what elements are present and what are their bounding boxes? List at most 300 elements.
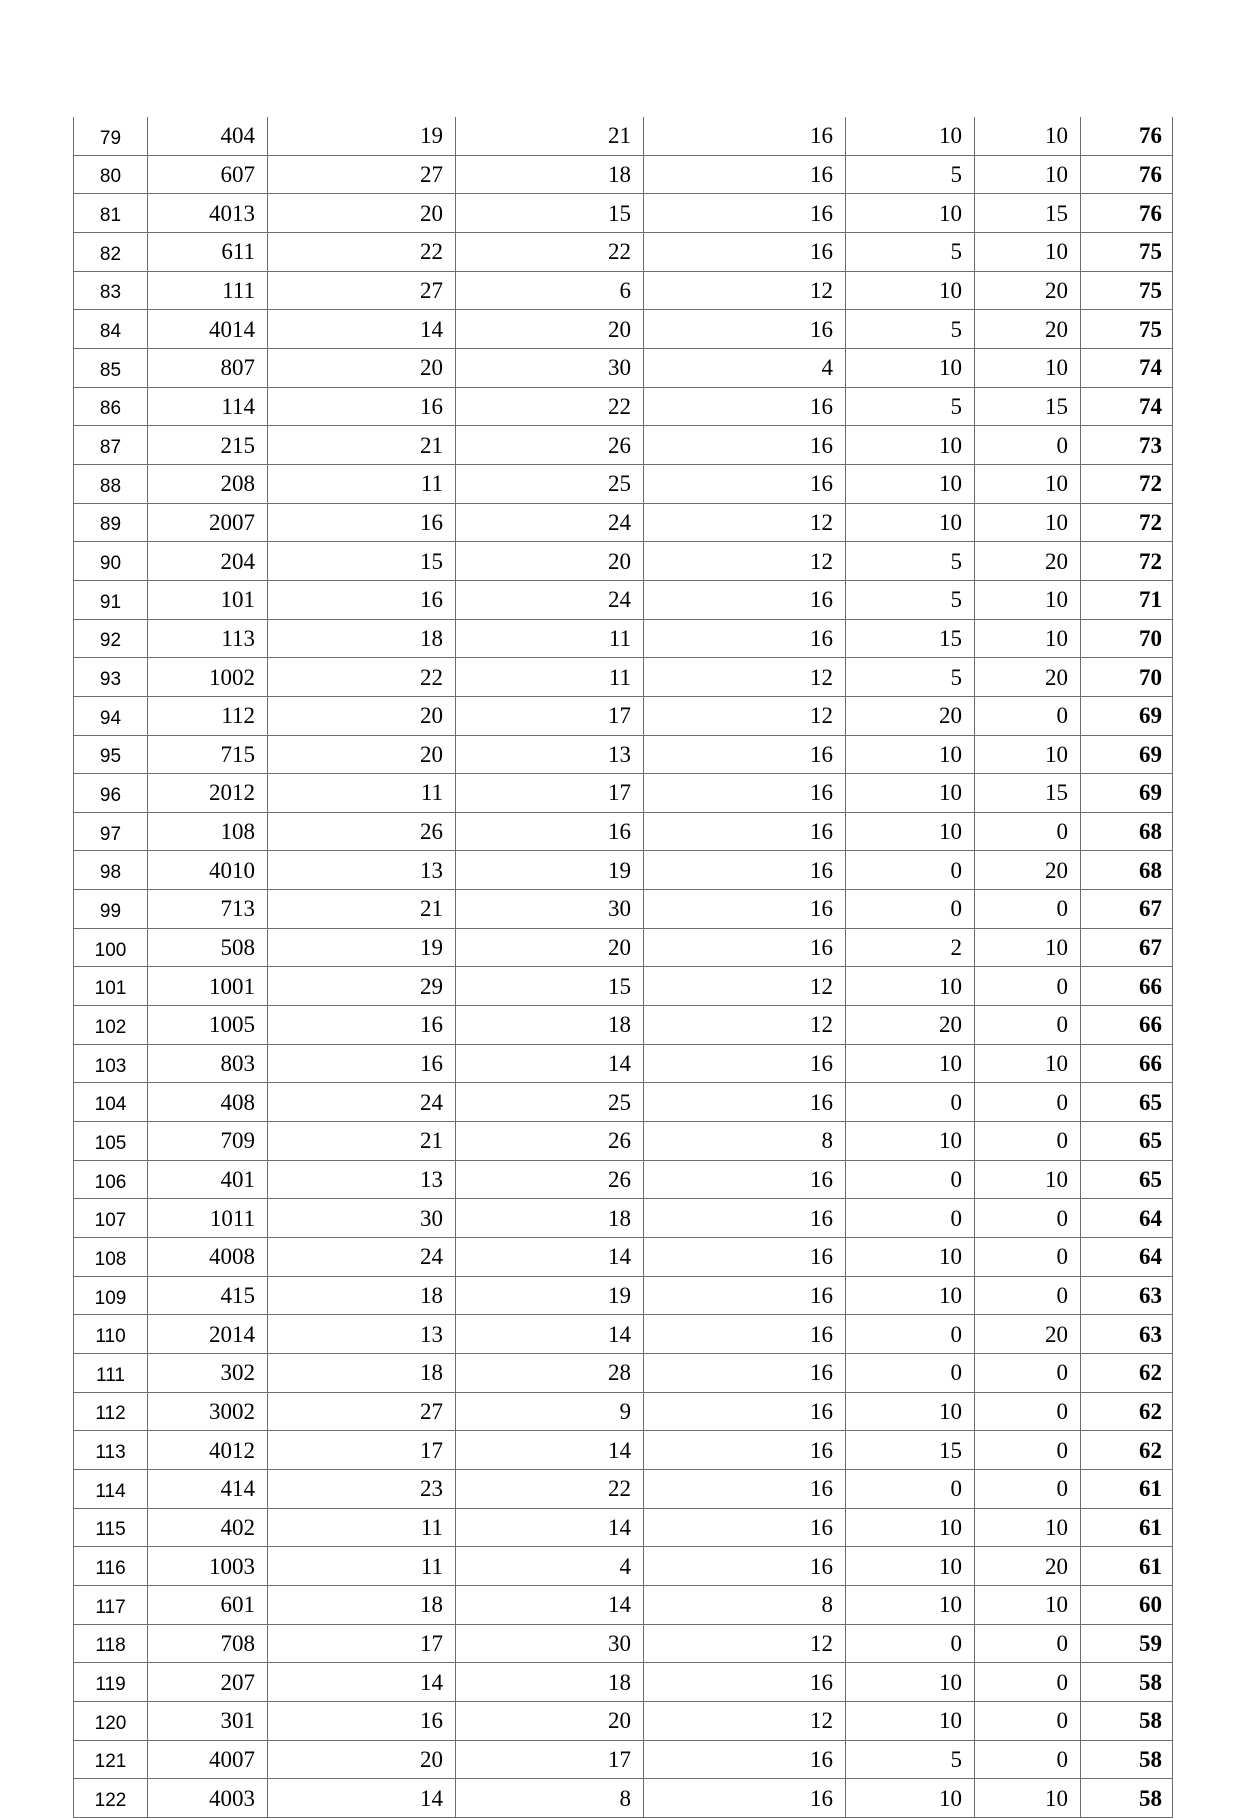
score-cell-3: 12 [644,696,846,735]
score-cell-5: 10 [975,619,1081,658]
rank-cell: 92 [74,619,148,658]
score-cell-1: 14 [268,1779,456,1818]
score-cell-3: 12 [644,1624,846,1663]
score-cell-3: 16 [644,1276,846,1315]
id-cell: 207 [148,1663,268,1702]
score-cell-5: 0 [975,1083,1081,1122]
score-cell-5: 20 [975,542,1081,581]
total-cell: 63 [1081,1315,1173,1354]
total-cell: 72 [1081,503,1173,542]
id-cell: 414 [148,1469,268,1508]
score-cell-5: 20 [975,1547,1081,1586]
score-cell-1: 22 [268,232,456,271]
score-cell-4: 10 [846,1663,975,1702]
score-cell-1: 30 [268,1199,456,1238]
score-cell-4: 0 [846,1469,975,1508]
total-cell: 67 [1081,890,1173,929]
score-cell-5: 0 [975,1469,1081,1508]
score-cell-3: 16 [644,1044,846,1083]
rank-cell: 103 [74,1044,148,1083]
score-cell-5: 20 [975,310,1081,349]
score-cell-1: 13 [268,1160,456,1199]
score-cell-5: 10 [975,117,1081,155]
id-cell: 2014 [148,1315,268,1354]
score-cell-5: 10 [975,232,1081,271]
rank-cell: 101 [74,967,148,1006]
score-cell-1: 18 [268,1585,456,1624]
score-cell-4: 10 [846,464,975,503]
total-cell: 68 [1081,851,1173,890]
id-cell: 113 [148,619,268,658]
score-cell-1: 20 [268,696,456,735]
id-cell: 402 [148,1508,268,1547]
table-row [74,1006,1173,1045]
score-cell-2: 18 [456,1006,644,1045]
id-cell: 404 [148,117,268,155]
score-cell-3: 16 [644,1431,846,1470]
total-cell: 75 [1081,271,1173,310]
score-cell-2: 8 [456,1779,644,1818]
total-cell: 76 [1081,155,1173,194]
table-row [74,542,1173,581]
score-cell-5: 15 [975,194,1081,233]
score-cell-2: 13 [456,735,644,774]
id-cell: 1003 [148,1547,268,1586]
score-cell-1: 19 [268,117,456,155]
table-row [74,503,1173,542]
total-cell: 61 [1081,1547,1173,1586]
score-cell-4: 5 [846,580,975,619]
score-cell-5: 0 [975,1624,1081,1663]
rank-cell: 79 [74,117,148,155]
id-cell: 607 [148,155,268,194]
score-cell-2: 16 [456,812,644,851]
total-cell: 64 [1081,1199,1173,1238]
score-cell-4: 0 [846,1160,975,1199]
score-cell-5: 0 [975,426,1081,465]
score-cell-3: 12 [644,503,846,542]
score-cell-2: 17 [456,774,644,813]
score-cell-2: 22 [456,387,644,426]
score-cell-3: 16 [644,232,846,271]
score-cell-5: 20 [975,658,1081,697]
score-cell-5: 0 [975,890,1081,929]
score-cell-5: 0 [975,1663,1081,1702]
score-cell-2: 21 [456,117,644,155]
total-cell: 69 [1081,774,1173,813]
rank-cell: 96 [74,774,148,813]
score-cell-3: 16 [644,580,846,619]
score-cell-2: 25 [456,1083,644,1122]
total-cell: 65 [1081,1083,1173,1122]
score-cell-1: 24 [268,1238,456,1277]
rank-cell: 118 [74,1624,148,1663]
score-cell-5: 10 [975,1508,1081,1547]
total-cell: 73 [1081,426,1173,465]
score-cell-1: 21 [268,890,456,929]
score-cell-2: 14 [456,1508,644,1547]
id-cell: 508 [148,928,268,967]
score-cell-2: 22 [456,232,644,271]
score-cell-4: 0 [846,1083,975,1122]
score-cell-1: 15 [268,542,456,581]
table-row [74,1663,1173,1702]
score-cell-4: 10 [846,1779,975,1818]
score-cell-3: 16 [644,1779,846,1818]
score-cell-3: 16 [644,774,846,813]
score-cell-2: 19 [456,1276,644,1315]
table-row [74,194,1173,233]
score-cell-3: 16 [644,1469,846,1508]
total-cell: 58 [1081,1740,1173,1779]
table-row [74,1779,1173,1818]
total-cell: 58 [1081,1701,1173,1740]
total-cell: 60 [1081,1585,1173,1624]
rank-cell: 106 [74,1160,148,1199]
score-cell-3: 16 [644,1238,846,1277]
table-row [74,774,1173,813]
score-cell-3: 16 [644,426,846,465]
score-cell-4: 5 [846,155,975,194]
table-row [74,1044,1173,1083]
rank-cell: 80 [74,155,148,194]
score-cell-5: 20 [975,1315,1081,1354]
score-cell-1: 11 [268,464,456,503]
score-cell-1: 20 [268,194,456,233]
score-cell-4: 20 [846,696,975,735]
score-cell-3: 12 [644,542,846,581]
score-cell-4: 10 [846,117,975,155]
table-row [74,735,1173,774]
score-cell-4: 10 [846,812,975,851]
score-cell-1: 16 [268,1044,456,1083]
total-cell: 59 [1081,1624,1173,1663]
rank-cell: 90 [74,542,148,581]
id-cell: 302 [148,1354,268,1393]
score-cell-1: 11 [268,774,456,813]
score-cell-5: 15 [975,774,1081,813]
rank-cell: 121 [74,1740,148,1779]
score-cell-2: 18 [456,1199,644,1238]
score-cell-4: 5 [846,658,975,697]
score-cell-5: 0 [975,1006,1081,1045]
score-cell-3: 16 [644,1547,846,1586]
id-cell: 108 [148,812,268,851]
score-cell-2: 20 [456,310,644,349]
score-cell-1: 18 [268,1276,456,1315]
id-cell: 401 [148,1160,268,1199]
total-cell: 66 [1081,967,1173,1006]
id-cell: 415 [148,1276,268,1315]
table-row [74,387,1173,426]
id-cell: 4007 [148,1740,268,1779]
total-cell: 65 [1081,1160,1173,1199]
id-cell: 215 [148,426,268,465]
score-cell-2: 15 [456,194,644,233]
score-cell-4: 10 [846,1701,975,1740]
rank-cell: 84 [74,310,148,349]
total-cell: 65 [1081,1122,1173,1161]
rank-cell: 95 [74,735,148,774]
score-cell-1: 20 [268,1740,456,1779]
score-cell-2: 30 [456,348,644,387]
table-row [74,1469,1173,1508]
score-cell-2: 26 [456,1160,644,1199]
score-cell-1: 20 [268,735,456,774]
score-cell-1: 17 [268,1624,456,1663]
score-cell-4: 5 [846,232,975,271]
score-cell-5: 0 [975,812,1081,851]
score-cell-3: 16 [644,1663,846,1702]
total-cell: 74 [1081,387,1173,426]
rank-cell: 87 [74,426,148,465]
rank-cell: 91 [74,580,148,619]
score-cell-2: 14 [456,1431,644,1470]
score-cell-5: 10 [975,928,1081,967]
id-cell: 807 [148,348,268,387]
score-cell-2: 9 [456,1392,644,1431]
score-cell-3: 12 [644,658,846,697]
rank-cell: 88 [74,464,148,503]
score-cell-3: 12 [644,271,846,310]
score-cell-1: 24 [268,1083,456,1122]
score-cell-4: 10 [846,735,975,774]
id-cell: 2012 [148,774,268,813]
rank-cell: 107 [74,1199,148,1238]
total-cell: 66 [1081,1044,1173,1083]
table-row [74,271,1173,310]
score-cell-4: 0 [846,851,975,890]
total-cell: 61 [1081,1508,1173,1547]
score-cell-5: 0 [975,1122,1081,1161]
rank-cell: 113 [74,1431,148,1470]
id-cell: 1002 [148,658,268,697]
id-cell: 4014 [148,310,268,349]
id-cell: 1005 [148,1006,268,1045]
score-cell-4: 5 [846,1740,975,1779]
score-cell-5: 10 [975,1585,1081,1624]
score-cell-2: 18 [456,155,644,194]
score-cell-5: 10 [975,1160,1081,1199]
score-cell-3: 4 [644,348,846,387]
rank-cell: 104 [74,1083,148,1122]
rank-cell: 93 [74,658,148,697]
score-cell-5: 10 [975,735,1081,774]
results-table [73,117,1173,1818]
total-cell: 75 [1081,310,1173,349]
score-cell-4: 0 [846,1199,975,1238]
rank-cell: 109 [74,1276,148,1315]
total-cell: 75 [1081,232,1173,271]
score-cell-5: 10 [975,1044,1081,1083]
score-cell-5: 10 [975,503,1081,542]
score-cell-2: 26 [456,1122,644,1161]
rank-cell: 115 [74,1508,148,1547]
score-cell-5: 20 [975,851,1081,890]
id-cell: 101 [148,580,268,619]
table-row [74,1547,1173,1586]
rank-cell: 114 [74,1469,148,1508]
score-cell-3: 16 [644,619,846,658]
score-cell-1: 19 [268,928,456,967]
table-row [74,117,1173,155]
score-cell-5: 0 [975,1431,1081,1470]
score-cell-1: 17 [268,1431,456,1470]
rank-cell: 116 [74,1547,148,1586]
score-cell-3: 12 [644,967,846,1006]
score-cell-4: 10 [846,1508,975,1547]
score-cell-1: 16 [268,580,456,619]
score-cell-1: 21 [268,426,456,465]
score-cell-4: 10 [846,348,975,387]
score-cell-4: 10 [846,271,975,310]
score-cell-1: 11 [268,1547,456,1586]
score-cell-2: 11 [456,619,644,658]
score-cell-1: 27 [268,271,456,310]
score-cell-2: 30 [456,1624,644,1663]
table-row [74,812,1173,851]
score-cell-1: 18 [268,1354,456,1393]
rank-cell: 119 [74,1663,148,1702]
table-row [74,464,1173,503]
table-row [74,928,1173,967]
score-cell-2: 28 [456,1354,644,1393]
score-cell-4: 10 [846,194,975,233]
rank-cell: 102 [74,1006,148,1045]
score-cell-1: 22 [268,658,456,697]
total-cell: 62 [1081,1354,1173,1393]
table-row [74,426,1173,465]
id-cell: 408 [148,1083,268,1122]
table-row [74,1740,1173,1779]
table-row [74,1508,1173,1547]
score-cell-2: 6 [456,271,644,310]
score-cell-3: 16 [644,387,846,426]
rank-cell: 122 [74,1779,148,1818]
score-cell-3: 8 [644,1122,846,1161]
score-cell-5: 0 [975,1238,1081,1277]
score-cell-4: 0 [846,1315,975,1354]
id-cell: 4012 [148,1431,268,1470]
rank-cell: 98 [74,851,148,890]
score-cell-3: 16 [644,194,846,233]
rank-cell: 105 [74,1122,148,1161]
table-row [74,967,1173,1006]
score-cell-4: 5 [846,310,975,349]
score-cell-3: 16 [644,1160,846,1199]
score-cell-3: 16 [644,310,846,349]
total-cell: 72 [1081,464,1173,503]
score-cell-4: 0 [846,1624,975,1663]
score-cell-2: 14 [456,1044,644,1083]
total-cell: 63 [1081,1276,1173,1315]
score-cell-5: 0 [975,696,1081,735]
score-cell-1: 14 [268,310,456,349]
id-cell: 713 [148,890,268,929]
score-cell-1: 13 [268,851,456,890]
score-cell-1: 27 [268,1392,456,1431]
id-cell: 3002 [148,1392,268,1431]
id-cell: 601 [148,1585,268,1624]
score-cell-4: 10 [846,1547,975,1586]
score-cell-4: 5 [846,387,975,426]
rank-cell: 117 [74,1585,148,1624]
id-cell: 715 [148,735,268,774]
table-row [74,890,1173,929]
results-table-body [74,117,1173,1817]
total-cell: 71 [1081,580,1173,619]
score-cell-3: 16 [644,1508,846,1547]
id-cell: 114 [148,387,268,426]
score-cell-4: 10 [846,1044,975,1083]
score-cell-1: 23 [268,1469,456,1508]
score-cell-4: 10 [846,1276,975,1315]
total-cell: 72 [1081,542,1173,581]
score-cell-1: 18 [268,619,456,658]
score-cell-2: 20 [456,542,644,581]
id-cell: 1011 [148,1199,268,1238]
rank-cell: 99 [74,890,148,929]
score-cell-4: 10 [846,1238,975,1277]
id-cell: 112 [148,696,268,735]
score-cell-1: 16 [268,503,456,542]
score-cell-2: 24 [456,503,644,542]
id-cell: 301 [148,1701,268,1740]
score-cell-1: 13 [268,1315,456,1354]
total-cell: 74 [1081,348,1173,387]
table-row [74,1431,1173,1470]
score-cell-3: 16 [644,1315,846,1354]
score-cell-1: 21 [268,1122,456,1161]
score-cell-4: 10 [846,1392,975,1431]
score-cell-5: 20 [975,271,1081,310]
score-cell-3: 16 [644,1354,846,1393]
score-cell-1: 26 [268,812,456,851]
total-cell: 62 [1081,1431,1173,1470]
total-cell: 76 [1081,194,1173,233]
rank-cell: 108 [74,1238,148,1277]
score-cell-3: 16 [644,812,846,851]
rank-cell: 94 [74,696,148,735]
score-cell-5: 0 [975,1354,1081,1393]
score-cell-1: 16 [268,387,456,426]
score-cell-2: 25 [456,464,644,503]
id-cell: 4010 [148,851,268,890]
table-row [74,1199,1173,1238]
score-cell-2: 30 [456,890,644,929]
score-cell-5: 0 [975,1740,1081,1779]
table-row [74,658,1173,697]
score-cell-3: 16 [644,851,846,890]
table-row [74,1354,1173,1393]
table-row [74,1315,1173,1354]
total-cell: 64 [1081,1238,1173,1277]
table-row [74,1392,1173,1431]
score-cell-4: 5 [846,542,975,581]
id-cell: 709 [148,1122,268,1161]
score-cell-3: 16 [644,1740,846,1779]
id-cell: 208 [148,464,268,503]
total-cell: 69 [1081,735,1173,774]
rank-cell: 83 [74,271,148,310]
score-cell-1: 16 [268,1701,456,1740]
score-cell-3: 16 [644,464,846,503]
score-cell-2: 14 [456,1315,644,1354]
score-cell-4: 15 [846,1431,975,1470]
score-cell-2: 14 [456,1238,644,1277]
total-cell: 67 [1081,928,1173,967]
score-cell-4: 0 [846,1354,975,1393]
